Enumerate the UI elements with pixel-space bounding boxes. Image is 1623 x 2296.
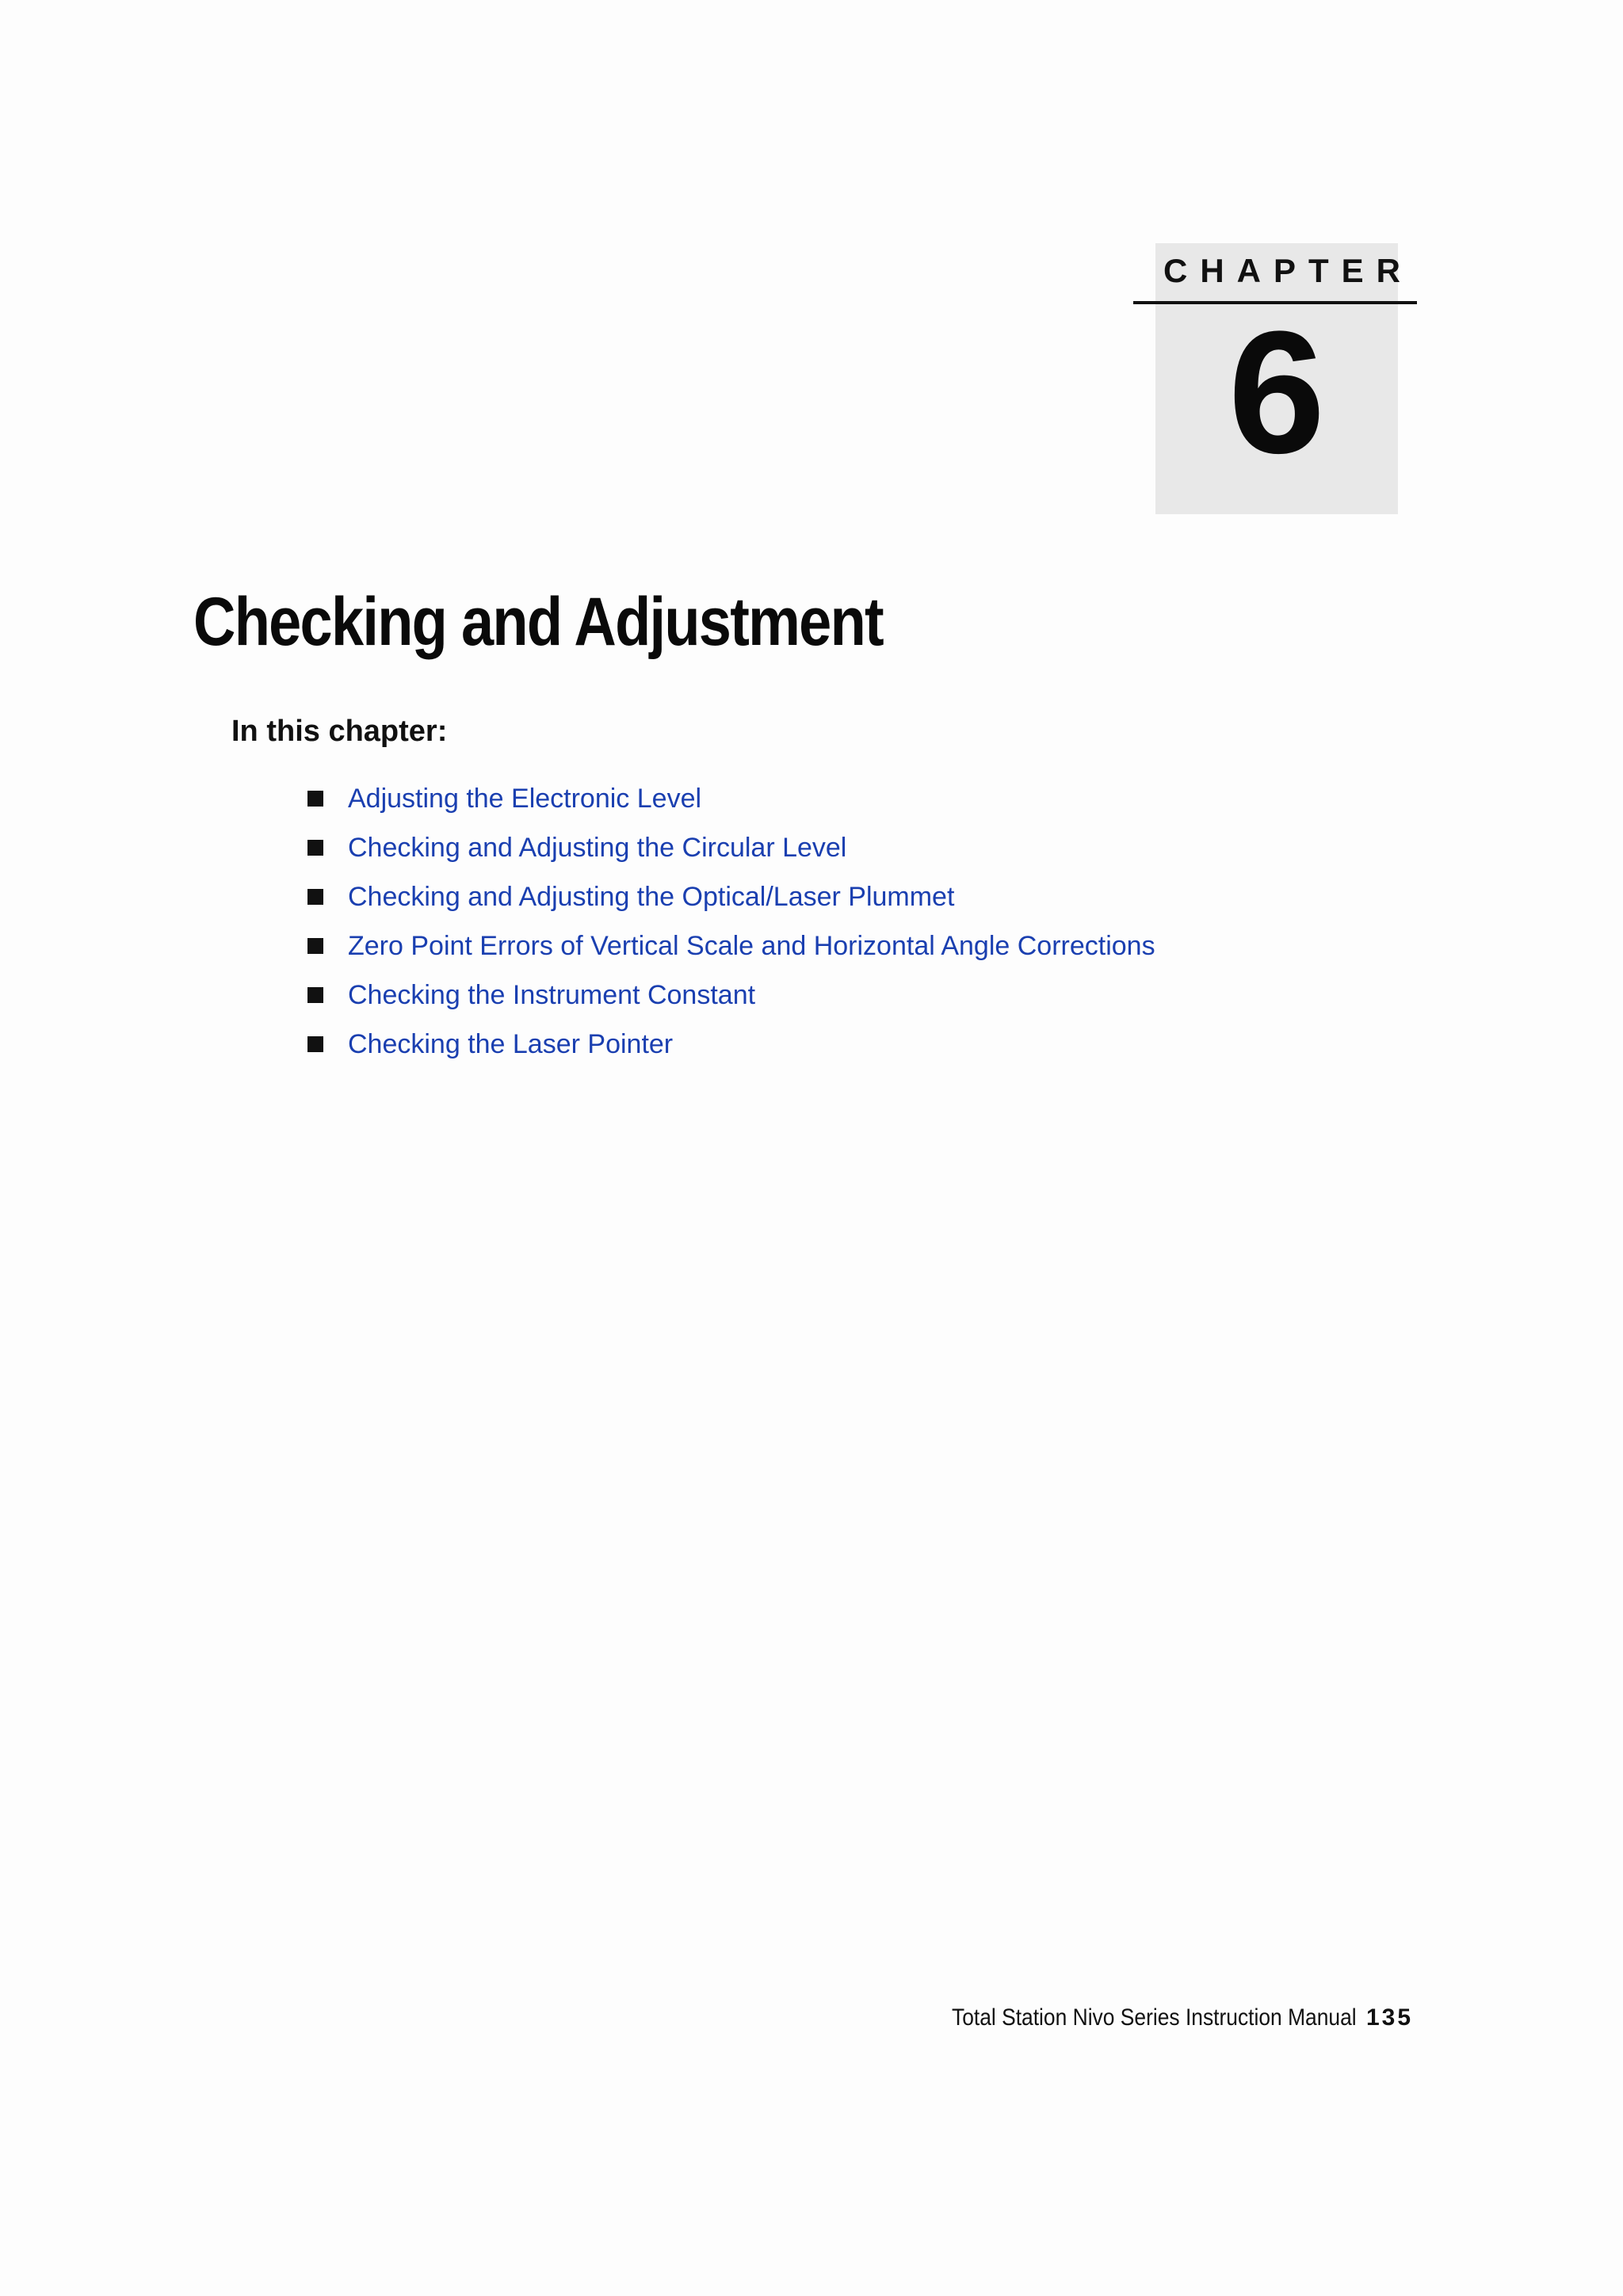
- toc-link-zero-point-errors[interactable]: Zero Point Errors of Vertical Scale and Horizontal Angle Corrections: [348, 930, 1155, 961]
- footer-manual-title: Total Station Nivo Series Instruction Manual: [952, 2004, 1357, 2031]
- list-item: [307, 971, 1155, 1020]
- square-bullet-icon: [307, 1036, 323, 1052]
- toc-list: [307, 774, 1155, 1069]
- chapter-number: 6: [1228, 295, 1326, 490]
- list-item: [307, 1020, 1155, 1069]
- square-bullet-icon: [307, 791, 323, 807]
- page-title: Checking and Adjustment: [193, 584, 883, 660]
- toc-link-optical-laser-plummet[interactable]: Checking and Adjusting the Optical/Laser Plummet: [348, 881, 955, 912]
- square-bullet-icon: [307, 889, 323, 905]
- footer-page-number: 135: [1366, 2004, 1414, 2031]
- square-bullet-icon: [307, 938, 323, 954]
- toc-heading: In this chapter:: [231, 715, 448, 748]
- list-item: [307, 921, 1155, 971]
- toc-link-adjusting-electronic-level[interactable]: Adjusting the Electronic Level: [348, 783, 702, 814]
- toc-link-circular-level[interactable]: Checking and Adjusting the Circular Level: [348, 832, 847, 863]
- square-bullet-icon: [307, 840, 323, 856]
- square-bullet-icon: [307, 987, 323, 1003]
- toc-link-instrument-constant[interactable]: Checking the Instrument Constant: [348, 979, 756, 1010]
- list-item: [307, 774, 1155, 823]
- list-item: [307, 823, 1155, 872]
- list-item: [307, 872, 1155, 921]
- toc-link-laser-pointer[interactable]: Checking the Laser Pointer: [348, 1028, 674, 1059]
- chapter-label: CHAPTER: [1163, 252, 1414, 289]
